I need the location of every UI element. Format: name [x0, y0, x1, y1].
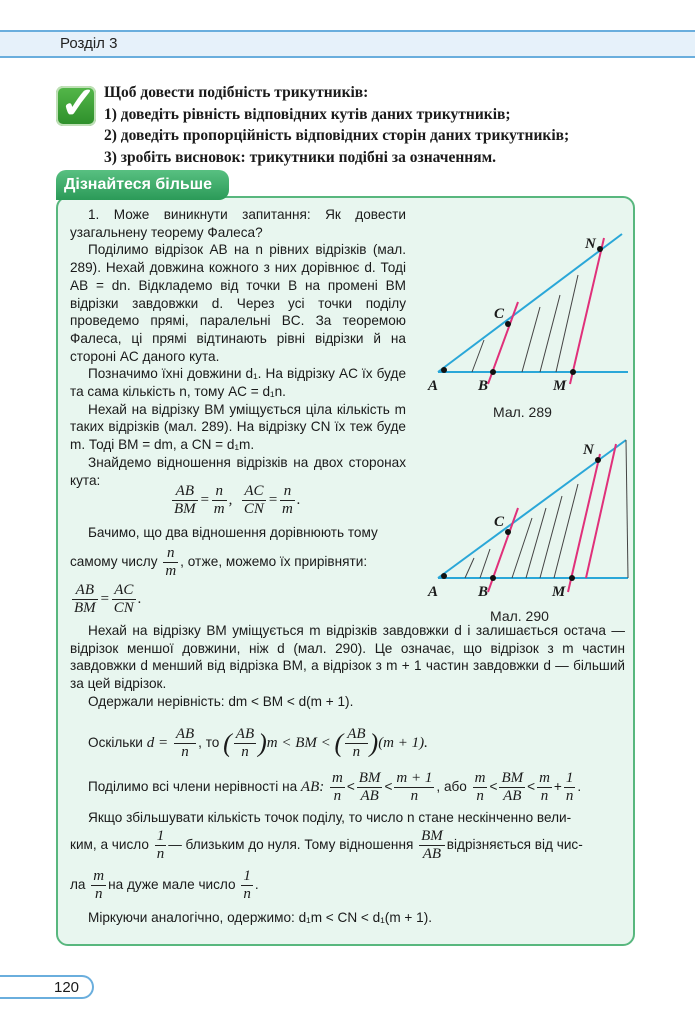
figure-289 — [410, 220, 635, 400]
ray-an — [438, 234, 622, 372]
divide-line: Поділимо всі члени нерівності на AB: $\frac{m}{n}$ < $\frac{BM}{AB}$ < $\frac{m + 1}{n}$ , або $\frac{m}{n}$ < $\frac{BM}{AB}$ < $\frac{m}{n}$ + $\frac{1}{n}$ . — [88, 770, 582, 804]
parallel-3 — [540, 295, 560, 372]
label-b-2: B — [478, 584, 489, 600]
point-a-2 — [441, 573, 447, 579]
label-m: M — [553, 378, 567, 394]
paragraph-12-line: ла $\frac{m}{n}$ на дуже мале число $\frac{1}{n}$ . — [70, 868, 259, 902]
checkmark-icon: ✓ — [56, 86, 96, 126]
step-1: 1) доведіть рівність відповідних кутів даних трикутників; — [104, 105, 511, 123]
paragraph-8: Одержали нерівність: dm < BM < d(m + 1). — [88, 693, 354, 709]
line-extra — [586, 444, 616, 578]
label-n-2: N — [583, 442, 594, 458]
point-b-2 — [490, 575, 496, 581]
paragraph-6a-wrap — [70, 524, 406, 542]
label-m-2: M — [552, 584, 566, 600]
since-line: Оскільки d = $\frac{AB}{n}$ , то ( $\frac{AB}{n}$ )m < BM < ( $\frac{AB}{n}$ )(m + 1). — [88, 726, 428, 760]
line-mn-2 — [568, 454, 600, 592]
paragraph-9b: , то — [198, 735, 220, 751]
paragraph-6-line: самому числу $\frac{n}{m}$ , отже, можемо їх прирівняти: — [70, 545, 368, 579]
parallel-4 — [556, 275, 578, 372]
step-2: 2) доведіть пропорційність відповідних сторін даних трикутників; — [104, 127, 570, 144]
point-b — [490, 369, 496, 375]
paragraph-12a: ла — [70, 877, 86, 893]
label-n: N — [585, 236, 596, 252]
paragraph-11b: ким, а число — [70, 837, 149, 853]
paragraph-2: Поділимо відрізок AB на n рівних відрізків (мал. 289). Нехай довжина кожного з них дорівнює d. Тоді AB = dn. Відкладемо від точки B на промені BM відрізки завдовжки d. Через усі точки поділу проведемо прямі, паралельні BC. За теоремою Фалеса, ці прямі відтинають рівні відрізки й на стороні AC даного кута. — [70, 242, 406, 364]
point-a — [441, 367, 447, 373]
paragraph-4: Нехай на відрізку BM уміщується ціла кількість m таких відрізків (мал. 289). На відрізку CN їх теж буде m. Тоді BM = dm, а CN = d₁m. — [70, 401, 406, 453]
label-a-2: A — [428, 584, 439, 600]
ratio-formula: $\frac{AB}{BM}$ = $\frac{n}{m}$ , $\frac{AC}{CN}$ = $\frac{n}{m}$ . — [174, 483, 301, 517]
parallel-e — [540, 496, 562, 578]
paragraph-11d: відрізняється від чис- — [446, 837, 583, 853]
point-m-2 — [569, 575, 575, 581]
label-c-2: C — [494, 514, 505, 530]
label-a: A — [428, 378, 439, 394]
paragraph-9a: Оскільки — [88, 735, 143, 751]
paragraph-7: Нехай на відрізку BM уміщується m відрізків завдовжки d і залишається остача — відрізок меншої довжини, ніж d (мал. 290). Це означає, що відрізок з m частин завдовжки d менший від відрізка BM, а відрізок з m + 1 частин завдовжки d — більший за цей відрізок. — [70, 623, 625, 692]
paragraph-3: Позначимо їхні довжини d₁. На відрізку AC їх буде та сама кількість n, тому AC = d₁n. — [70, 366, 406, 400]
section-header — [0, 30, 695, 58]
paragraph-13: Міркуючи аналогічно, одержимо: d₁m < CN < d₁(m + 1). — [88, 910, 433, 925]
figure-290 — [410, 432, 635, 607]
paragraph-10a: Поділимо всі члени нерівності на — [88, 779, 298, 795]
paragraph-6b: самому числу — [70, 554, 158, 570]
point-n-2 — [595, 457, 601, 463]
point-c-2 — [505, 529, 511, 535]
page-number: 120 — [54, 979, 80, 996]
paragraph-5: Знайдемо відношення відрізків на двох сторонах кута: — [70, 454, 406, 488]
paragraph-1: 1. Може виникнути запитання: Як довести узагальнену теорему Фалеса? — [70, 207, 406, 240]
parallel-2 — [522, 307, 540, 372]
caption-289: Мал. 289 — [493, 404, 552, 420]
section-title: Розділ 3 — [60, 35, 118, 52]
point-n — [597, 246, 603, 252]
paragraph-12b: на дуже мале число — [108, 877, 236, 893]
paragraph-11a: Якщо збільшувати кількість точок поділу, то число n стане нескінченно вели- — [88, 810, 572, 825]
caption-290: Мал. 290 — [490, 608, 549, 624]
paragraph-11c: — близьким до нуля. Тому відношення — [168, 837, 414, 853]
label-b: B — [478, 378, 489, 394]
paragraph-11-line: ким, а число $\frac{1}{n}$ — близьким до нуля. Тому відношення $\frac{BM}{AB}$ відрізняється від чис- — [70, 828, 583, 862]
edge-right — [626, 440, 628, 578]
paragraph-6a: Бачимо, що два відношення дорівнюють тому — [88, 525, 378, 540]
steps-intro: Щоб довести подібність трикутників: — [104, 84, 369, 101]
parallel-b — [480, 549, 490, 578]
equal-ratios-formula: $\frac{AB}{BM}$ = $\frac{AC}{CN}$ . — [74, 582, 142, 616]
parallel-a — [465, 558, 474, 578]
paragraph-10b: , або — [436, 779, 467, 795]
label-c: C — [494, 306, 505, 322]
page-number-box — [40, 975, 94, 999]
page-number-line — [0, 975, 40, 999]
paragraph-6c: , отже, можемо їх прирівняти: — [180, 554, 368, 570]
proof-steps — [104, 82, 569, 168]
panel-text-column — [70, 206, 406, 489]
paragraph-7-wrap — [70, 622, 625, 711]
step-3: 3) зробіть висновок: трикутники подібні за означенням. — [104, 148, 497, 166]
point-c — [505, 321, 511, 327]
learn-more-tab: Дізнайтеся більше — [56, 170, 229, 200]
point-m — [570, 369, 576, 375]
